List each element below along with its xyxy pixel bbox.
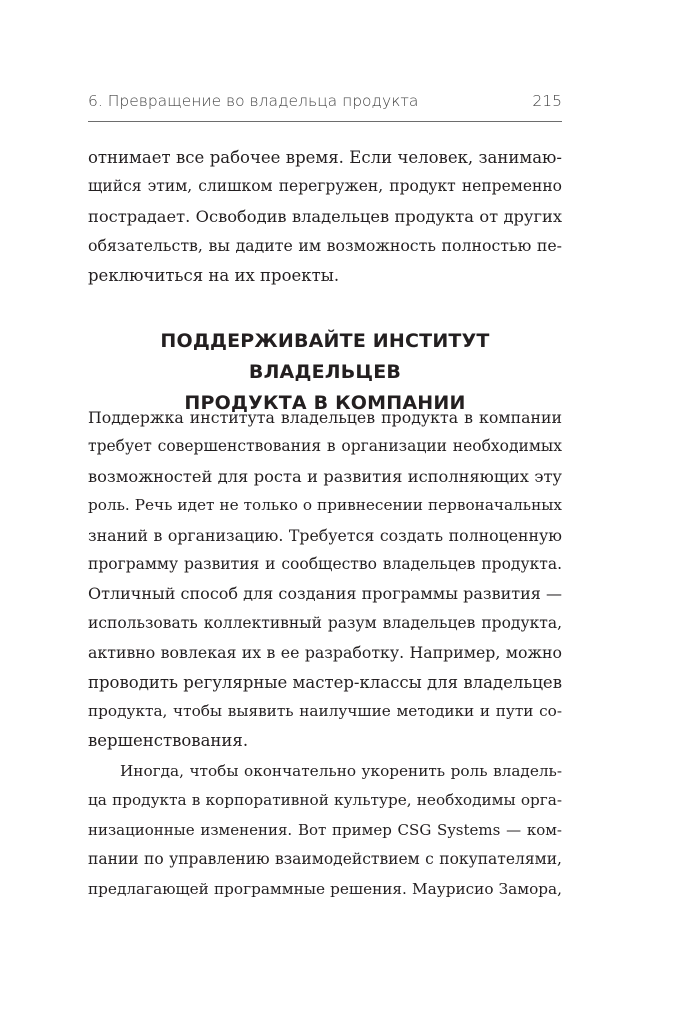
text-line: предлагающей программные решения. Маурисио Замора, bbox=[88, 879, 562, 898]
paragraph-2 bbox=[88, 403, 562, 756]
text-line: отнимает все рабочее время. Если человек, занимаю- bbox=[88, 148, 562, 167]
text-line: Поддержка института владельцев продукта в компании bbox=[88, 408, 562, 427]
text-line: требует совершенствования в организации необходимых bbox=[88, 437, 562, 456]
text-line: низационные изменения. Вот пример CSG Systems — ком- bbox=[88, 820, 562, 839]
text-line: продукта, чтобы выявить наилучшие методики и пути со- bbox=[88, 701, 562, 720]
text-line: Отличный способ для создания программы развития — bbox=[88, 584, 562, 604]
paragraph-1 bbox=[88, 143, 562, 290]
header-divider bbox=[88, 121, 562, 122]
text-line: Иногда, чтобы окончательно укоренить роль владель- bbox=[120, 762, 562, 780]
text-line: реключиться на их проекты. bbox=[88, 265, 340, 285]
chapter-title: 6. Превращение во владельца продукта bbox=[88, 92, 419, 110]
page-number: 215 bbox=[532, 92, 562, 110]
running-header bbox=[88, 86, 562, 116]
text-line: использовать коллективный разум владельцев продукта, bbox=[88, 613, 562, 632]
text-line: обязательств, вы дадите им возможность полностью пе- bbox=[88, 236, 562, 256]
text-line: ца продукта в корпоративной культуре, необходимы орга- bbox=[88, 791, 562, 810]
text-line: пострадает. Освободив владельцев продукта от других bbox=[88, 206, 562, 226]
paragraph-3 bbox=[88, 757, 562, 904]
text-line: проводить регулярные мастер-классы для владельцев bbox=[88, 672, 562, 692]
text-line: щийся этим, слишком перегружен, продукт непременно bbox=[88, 177, 562, 196]
section-heading-line-1: ПОДДЕРЖИВАЙТЕ ИНСТИТУТ ВЛАДЕЛЬЦЕВ bbox=[160, 330, 490, 383]
text-line: роль. Речь идет не только о привнесении первоначальных bbox=[88, 496, 562, 515]
text-line: возможностей для роста и развития исполняющих эту bbox=[88, 466, 562, 486]
text-line: активно вовлекая их в ее разработку. Например, можно bbox=[88, 643, 562, 663]
text-line: пании по управлению взаимодействием с покупателями, bbox=[88, 850, 562, 869]
text-line: вершенствования. bbox=[88, 731, 249, 751]
section-heading-line-2: ПРОДУКТА В КОМПАНИИ bbox=[184, 392, 466, 414]
text-line: программу развития и сообщество владельцев продукта. bbox=[88, 554, 562, 573]
text-line: знаний в организацию. Требуется создать полноценную bbox=[88, 525, 562, 545]
